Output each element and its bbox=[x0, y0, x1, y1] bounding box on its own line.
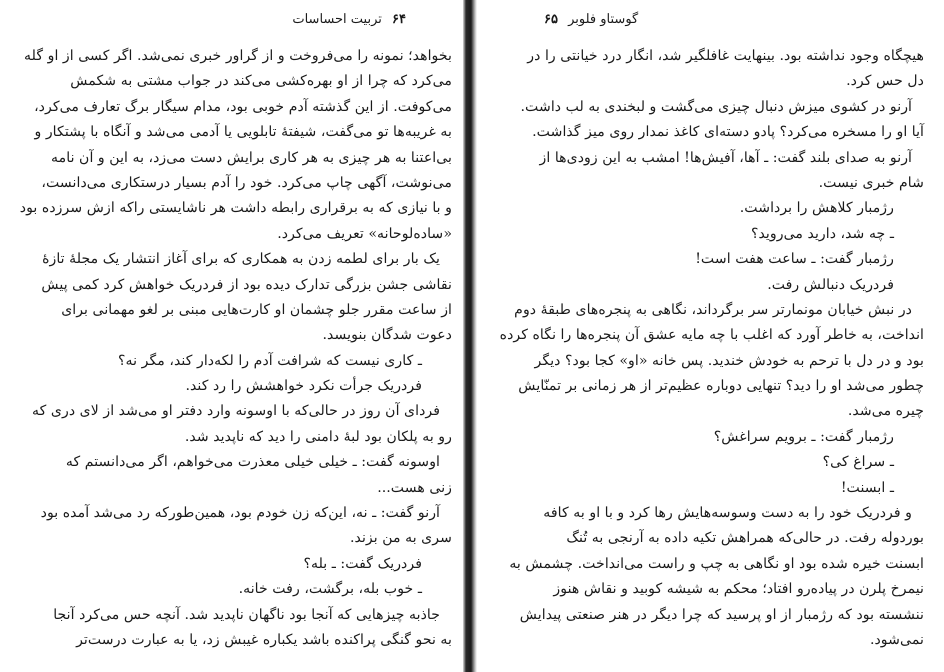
text-line: چیره می‌شد. bbox=[847, 403, 924, 420]
text-line: زنی هست... bbox=[377, 479, 452, 496]
text-line: «ساده‌لوحانه» تعریف می‌کرد. bbox=[277, 225, 452, 242]
text-line: رژمبار گفت: ـ ساعت هفت است! bbox=[695, 251, 894, 268]
text-line: جاذبه چیزهایی که آنجا بود ناگهان ناپدید شد. آنچه حس می‌کرد آنجا bbox=[53, 606, 440, 623]
text-line: نیمرخ پلرن در پیاده‌رو افتاد؛ محکم به شیشه کوبید و نقاش هنوز bbox=[553, 581, 924, 598]
text-line: سری به من بزند. bbox=[350, 530, 452, 547]
text-line: آرنو در کشوی میزش دنبال چیزی می‌گشت و لبخندی به لب داشت. bbox=[520, 98, 912, 115]
text-line: فردای آن روز در حالی‌که با اوسونه وارد دفتر او می‌شد از لای دری که bbox=[32, 403, 440, 420]
text-line: و با نیازی که به برقراری رابطه داشت هر ناشایستی راکه ازش سرزده بود bbox=[19, 200, 452, 217]
text-line: دل حس کرد. bbox=[846, 73, 924, 90]
text-line: بی‌اعتنا به هر چیزی به هر کاری برایش دست می‌زد، به این و آن نامه bbox=[51, 149, 452, 166]
text-line: ـ خوب بله، برگشت، رفت خانه. bbox=[238, 581, 422, 598]
text-line: نقاشی جشن بزرگی تدارک دیده بود از فردریک خواهش کرد کمی پیش bbox=[41, 276, 452, 293]
text-line: نمی‌شود. bbox=[869, 631, 924, 648]
text-line: ـ سراغ کی؟ bbox=[822, 454, 894, 471]
text-line: ـ کاری نیست که شرافت آدم را لکه‌دار کند، مگر نه؟ bbox=[118, 352, 422, 369]
text-line: ـ چه شد، دارید می‌روید؟ bbox=[750, 225, 894, 242]
text-line: ـ ابسنت! bbox=[840, 479, 894, 496]
text-line: دعوت شدگان بنویسد. bbox=[322, 327, 452, 344]
text-line: رژمبار کلاهش را برداشت. bbox=[739, 200, 894, 217]
running-title-right: گوستاو فلوبر bbox=[568, 12, 639, 27]
text-line: ننشسته بود که رژمبار از او پرسید که چرا دیگر در هنر صنعتی پیدایش bbox=[519, 606, 924, 623]
right-page-body bbox=[499, 44, 924, 653]
text-line: فردریک جرأت نکرد خواهشش را رد کند. bbox=[185, 378, 422, 395]
text-line: رو به پلکان بود لبهٔ دامنی را دید که ناپدید شد. bbox=[184, 428, 452, 445]
text-line: شام خبری نیست. bbox=[818, 174, 924, 191]
page-number-left: ۶۴ bbox=[392, 12, 406, 27]
text-line: در نبش خیابان مونمارتر سر برگرداند، نگاهی به پنجره‌های طبقهٔ دوم bbox=[514, 301, 912, 318]
text-line: از ساعت مقرر جلو چشمان او کارت‌هایی مبنی بر لغو مهمانی برای bbox=[61, 301, 452, 318]
text-line: ابسنت خیره شده بود او نگاهی به چپ و راست می‌انداخت. چشمش به bbox=[509, 555, 924, 572]
text-line: هیچگاه وجود نداشته بود. بینهایت غافلگیر شد، انگار درد خیانتی را در bbox=[527, 48, 924, 64]
text-line: می‌کرد که چرا از او بهره‌کشی می‌کند در جواب مشتی به شکمش bbox=[70, 73, 452, 90]
text-line: رژمبار گفت: ـ برویم سراغش؟ bbox=[713, 428, 894, 445]
book-gutter bbox=[463, 0, 477, 672]
text-line: انداخت، به خاطر آورد که اغلب با چه مایه عشق آن پنجره‌ها را نگاه کرده bbox=[499, 327, 924, 344]
text-line: اوسونه گفت: ـ خیلی خیلی معذرت می‌خواهم، اگر می‌دانستم که bbox=[65, 454, 440, 471]
running-head-left bbox=[252, 12, 412, 27]
text-line: فردریک گفت: ـ بله؟ bbox=[303, 555, 422, 572]
text-line: آرنو به صدای بلند گفت: ـ آها، آفیش‌ها! امشب به این زودی‌ها از bbox=[539, 149, 912, 166]
left-page-body bbox=[19, 44, 452, 653]
running-title-left: تربیت احساسات bbox=[292, 12, 382, 27]
right-page bbox=[478, 0, 944, 672]
text-line: می‌کوفت. از این گذشته آدم خوبی بود، مدام سیگار برگ تعارف می‌کرد، bbox=[34, 98, 452, 115]
text-line: فردریک دنبالش رفت. bbox=[767, 276, 894, 293]
text-line: به نحو گنگی پراکنده باشد یکباره غیبش زد، یا به عبارت درست‌تر bbox=[76, 631, 452, 648]
text-line: آیا او را مسخره می‌کرد؟ پادو دسته‌ای کاغذ نمدار روی میز گذاشت. bbox=[532, 124, 924, 141]
left-page bbox=[0, 0, 462, 672]
text-line: و فردریک خود را به دست وسوسه‌هایش رها کرد و با او به کافه bbox=[543, 505, 912, 522]
text-line: چطور می‌شد او را دید؟ تنهایی دوباره عظیم‌تر از هر زمانی بر تمنّایش bbox=[518, 378, 924, 395]
running-head-right bbox=[538, 12, 698, 27]
text-line: می‌نوشت، آگهی چاپ می‌کرد. خود را آدم بسیار درستکاری می‌دانست، bbox=[41, 174, 452, 191]
page-number-right: ۶۵ bbox=[544, 12, 558, 27]
text-line: یک بار برای لطمه زدن به همکاری که برای آغاز انتشار یک مجلهٔ تازهٔ bbox=[42, 251, 440, 268]
text-line: بخواهد؛ نمونه را می‌فروخت و از گراور خبری نمی‌شد. اگر کسی از او گله bbox=[24, 48, 452, 64]
text-line: به غریبه‌ها تو می‌گفت، شیفتهٔ تابلویی یا آدمی می‌شد و آنگاه با پشتکار و bbox=[34, 124, 452, 141]
text-line: بوردوله رفت. در حالی‌که همراهش تکیه داده به آرنجی به تُنگ bbox=[566, 530, 924, 547]
text-line: بود و در دل با ترحم به خودش خندید. پس خانه «او» کجا بود؟ دیگر bbox=[534, 352, 924, 369]
text-line: آرنو گفت: ـ نه، این‌که زن خودم بود، همین‌طورکه رد می‌شد آمده بود bbox=[40, 505, 440, 522]
